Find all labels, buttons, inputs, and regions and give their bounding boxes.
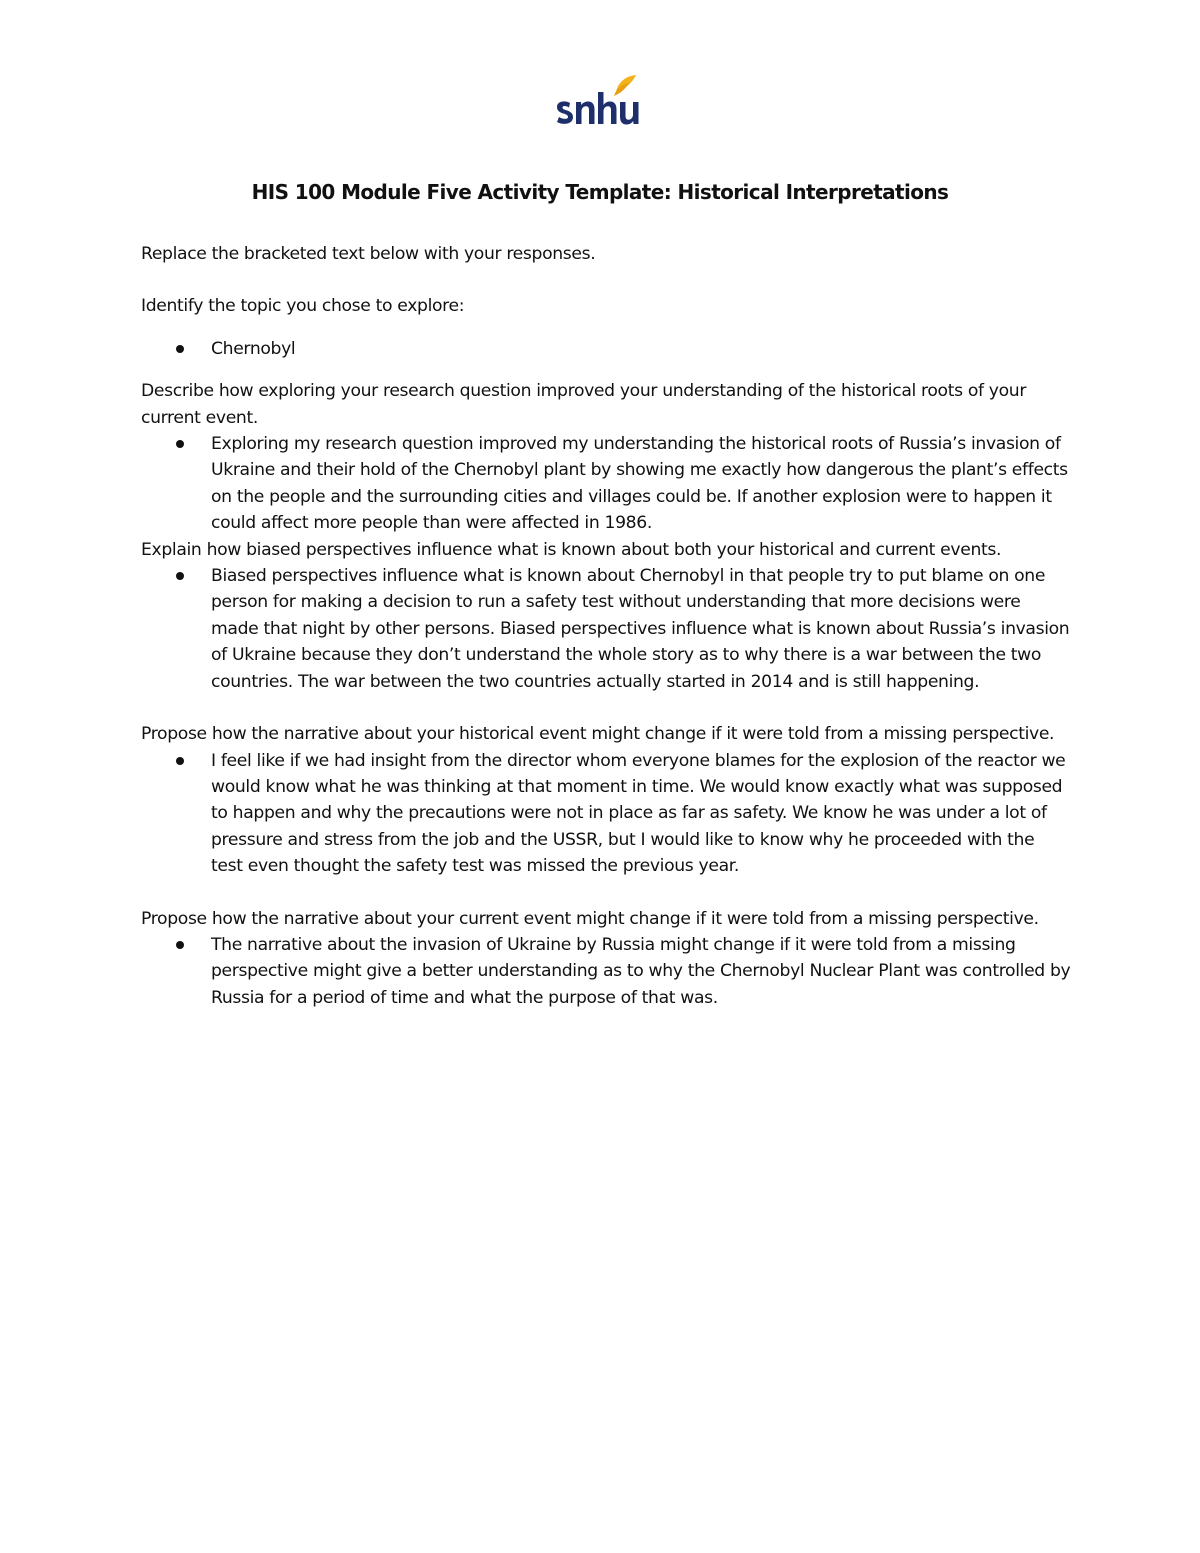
response-text: Chernobyl — [211, 338, 296, 359]
bullet-icon — [176, 757, 184, 765]
prompt-historical-roots: Describe how exploring your research question improved your understanding of the historical roots of your current event. — [141, 381, 1027, 428]
response-text: The narrative about the invasion of Ukraine by Russia might change if it were told from a missing perspective might give a better understanding as to why the Chernobyl Nuclear Plant was controlled by Russia for a period of time and what the purpose of that was. — [211, 934, 1071, 1008]
response-list-biased-perspectives — [141, 563, 1071, 695]
bullet-icon — [176, 345, 184, 353]
list-item — [141, 563, 1071, 695]
response-text: Biased perspectives influence what is known about Chernobyl in that people try to put blame on one person for making a decision to run a safety test without understanding that more decisions were made that night by other persons. Biased perspectives influence what is known about Russia’s invasion of Ukraine because they don’t understand the whole story as to why there is a war between the two countries. The war between the two countries actually started in 2014 and is still happening. — [211, 566, 1070, 692]
response-text: I feel like if we had insight from the director whom everyone blames for the explosion of the reactor we would know what he was thinking at that moment in time. We would know exactly what was supposed to happen and why the precautions were not in place as far as safety. We know he was under a lot of pressure and stress from the job and the USSR, but I would like to know why he proceeded with the test even thought the safety test was missed the previous year. — [211, 750, 1066, 877]
prompt-historical-missing-perspective: Propose how the narrative about your historical event might change if it were told from a missing perspective. — [141, 724, 1055, 745]
list-item — [141, 748, 1071, 880]
response-list-historical-roots — [141, 431, 1071, 537]
document-title: HIS 100 Module Five Activity Template: Historical Interpretations — [251, 180, 949, 204]
bullet-icon — [176, 440, 184, 448]
prompt-topic: Identify the topic you chose to explore: — [141, 296, 465, 317]
prompt-current-missing-perspective: Propose how the narrative about your current event might change if it were told from a missing perspective. — [141, 908, 1039, 929]
snhu-logo — [556, 74, 640, 134]
list-item — [141, 336, 1071, 362]
instructions-text: Replace the bracketed text below with your responses. — [141, 244, 596, 264]
prompt-biased-perspectives: Explain how biased perspectives influence what is known about both your historical and current events. — [141, 539, 1002, 560]
response-text: Exploring my research question improved my understanding the historical roots of Russia’s invasion of Ukraine and their hold of the Chernobyl plant by showing me exactly how dangerous the plant’s effects on the people and the surrounding cities and villages could be. If another explosion were to happen it could affect more people than were affected in 1986. — [211, 434, 1068, 534]
document-body — [141, 241, 1071, 1011]
bullet-icon — [176, 572, 184, 580]
response-list-topic — [141, 336, 1071, 362]
list-item — [141, 431, 1071, 537]
list-item — [141, 932, 1071, 1011]
response-list-historical-missing-perspective — [141, 748, 1071, 880]
bullet-icon — [176, 941, 184, 949]
response-list-current-missing-perspective — [141, 932, 1071, 1011]
